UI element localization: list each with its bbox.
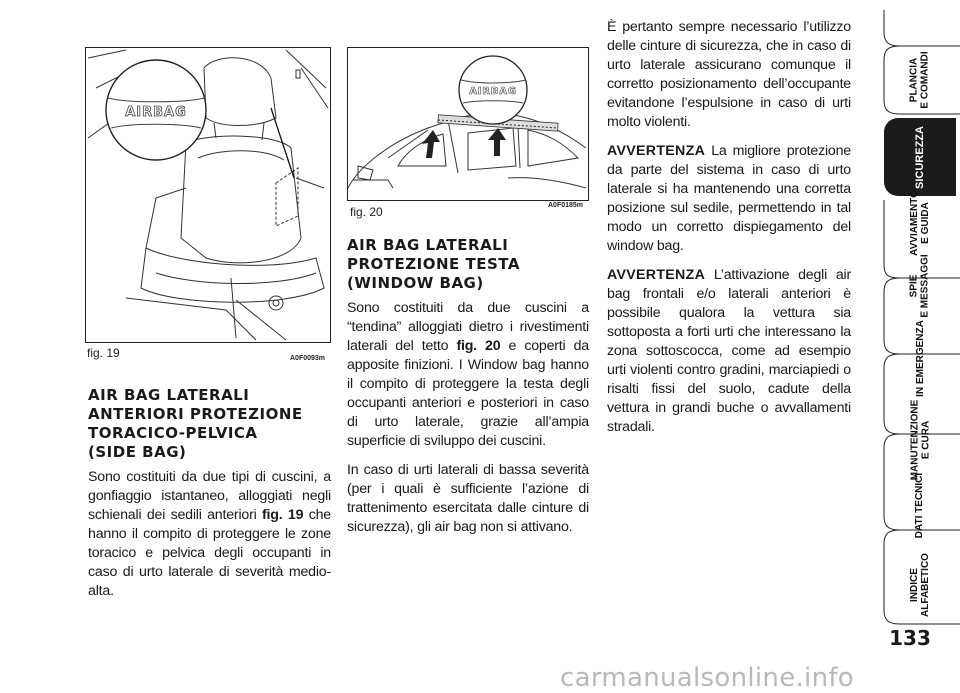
text: che hanno il compito di proteggere le zone toracico e pelvica degli occupanti in caso di urto laterale di severità medio-alta. (88, 507, 331, 599)
heading-line: (SIDE BAG) (88, 443, 187, 461)
warning-2 (607, 266, 851, 437)
heading-line: (WINDOW BAG) (347, 274, 484, 292)
figure-20-code: A0F0185m (548, 202, 584, 209)
figure-20-caption: fig. 20 (350, 205, 383, 219)
heading-line: AIR BAG LATERALI (347, 236, 509, 254)
heading-line: TORACICO-PELVICA (88, 424, 258, 442)
heading-line: ANTERIORI PROTEZIONE (88, 405, 303, 423)
figure-20 (347, 47, 589, 201)
text: e coperti da apposite finizioni. I Window bag hanno il compito di proteggere la testa degli occupanti anteriori e posteriori in caso di urto laterale, grazie all’ampia superficie di sviluppo dei cuscini. (347, 338, 589, 449)
tab-avviamento[interactable] (884, 192, 956, 254)
tab-label: MANUTENZIONE E CURA (909, 399, 931, 481)
section-sidebar (872, 0, 960, 692)
tab-label: AVVIAMENTO E GUIDA (909, 190, 931, 256)
seatbelt-paragraph: È pertanto sempre necessario l’utilizzo delle cinture di sicurezza, che in caso di urto laterale assicurano comunque il corretto posizionamento dell’occupante evitandone l’espulsione in caso di urti molto violenti. (607, 19, 851, 130)
tab-label: PLANCIA E COMANDI (908, 51, 931, 109)
text: Sono costituiti da due tipi di cuscini, a gonfiaggio istantaneo, alloggiati negli schienali dei sedili anteriori (88, 469, 331, 523)
airbag-badge-20: AIRBAG (469, 86, 517, 97)
watermark: carmanualsonline.info (560, 663, 855, 693)
heading-line: PROTEZIONE TESTA (347, 255, 520, 273)
window-bag-paragraph (347, 299, 589, 451)
tab-sicurezza[interactable] (884, 118, 956, 196)
tab-label: IN EMERGENZA (914, 319, 926, 397)
airbag-badge-19: AIRBAG (125, 105, 187, 120)
tab-emergenza[interactable] (884, 318, 956, 398)
page-number: 133 (889, 626, 931, 650)
figure-reference: fig. 20 (456, 338, 501, 354)
figure-19-code: A0F0093m (290, 355, 326, 362)
warning-text: L’attivazione degli air bag frontali e/o laterali anteriori è possibile qualora la vettura sia sottoposta a forti urti che interessano la zona sottoscocca, come ad esempio urti violenti contro gradini, marciapiedi o risalti fissi del suolo, cadute della vettura in grandi buche o avvallamenti stradali. (607, 267, 851, 435)
tab-label: INDICE ALFABETICO (908, 553, 931, 617)
tab-plancia[interactable] (884, 46, 956, 114)
side-bag-paragraph (88, 468, 331, 601)
side-bag-heading (88, 386, 331, 462)
tab-label: DATI TECNICI (914, 472, 926, 538)
seat-illustration (86, 48, 330, 342)
tab-dati-tecnici[interactable] (884, 470, 956, 540)
tab-label: SICUREZZA (913, 125, 926, 189)
low-severity-paragraph: In caso di urti laterali di bassa severità (per i quali è sufficiente l’azione di trattenimento esercitata dalle cinture di sicurezza), gli air bag non si attivano. (347, 462, 589, 535)
text: Sono costituiti da due cuscini a “tendina” alloggiati dietro i rivestimenti laterali del tetto (347, 300, 589, 354)
tab-spie[interactable] (884, 254, 956, 318)
window-bag-heading (347, 236, 589, 293)
warning-text: La migliore protezione da parte del sistema in caso di urto laterale si ha mantenendo una corretta posizione sul sedile, permettendo in tal modo un corretto dispiegamento del window bag. (607, 143, 851, 254)
column-1 (88, 386, 331, 611)
heading-line: AIR BAG LATERALI (88, 386, 250, 404)
warning-label: AVVERTENZA (607, 143, 706, 159)
tab-manutenzione[interactable] (884, 400, 956, 480)
figure-19-caption: fig. 19 (87, 346, 120, 360)
figure-reference: fig. 19 (262, 507, 304, 523)
tab-label: SPIE E MESSAGGI (908, 254, 931, 318)
warning-1 (607, 142, 851, 256)
column-2 (347, 236, 589, 547)
column-3 (607, 18, 851, 447)
car-window-illustration (348, 48, 588, 200)
warning-label: AVVERTENZA (607, 267, 706, 283)
tab-indice[interactable] (884, 550, 956, 620)
figure-19 (85, 47, 331, 343)
